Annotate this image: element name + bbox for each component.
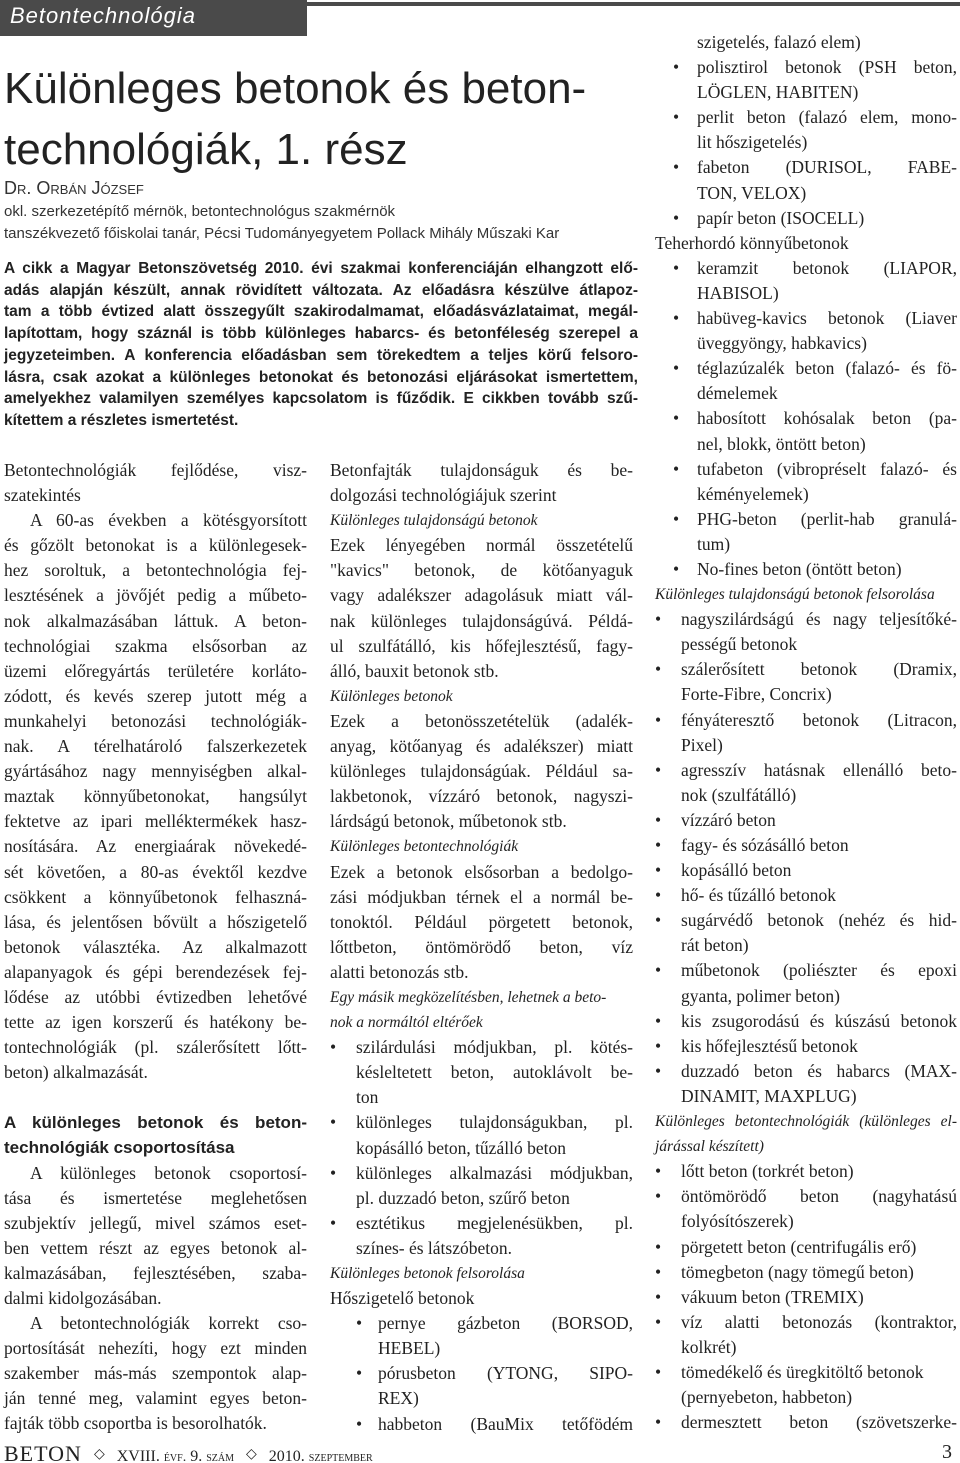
bullet-item: • fagy- és sózásálló beton bbox=[655, 833, 957, 858]
lead-line: A cikk a Magyar Betonszövetség 2010. évi szakmai konferenciáján elhangzott elő- bbox=[4, 260, 638, 277]
column-2 bbox=[330, 458, 633, 1437]
body-line: üzemi előregyártás területére korláto- bbox=[4, 660, 307, 681]
bullet-item-cont: kolkrét) bbox=[681, 1336, 737, 1357]
body-line: szakember más-más szempontok alap- bbox=[4, 1363, 307, 1384]
body-line: zódott, és kevés szerep jutott még a bbox=[4, 685, 307, 706]
author-affiliation: tanszékvezető főiskolai tanár, Pécsi Tudományegyetem Pollack Mihály Műszaki Kar bbox=[4, 225, 560, 242]
bullet-item-cont: HABISOL) bbox=[697, 282, 779, 303]
body-line: betonok választéka. Az alkalmazott bbox=[4, 936, 307, 957]
issue-year: 2010. bbox=[268, 1448, 305, 1463]
body-line: A különleges betonok csoportosí- bbox=[30, 1162, 307, 1183]
body-line: szubjektív jellegű, mivel számos eset- bbox=[4, 1212, 307, 1233]
subheading: Különleges tulajdonságú betonok bbox=[330, 512, 538, 530]
bullet-item: • esztétikus megjelenésükben, pl. bbox=[330, 1211, 633, 1236]
bullet-item-cont: LÖGLEN, HABITEN) bbox=[697, 82, 859, 103]
bullet-item-cont: REX) bbox=[378, 1388, 419, 1409]
lead-line: lásra, csak azokat a különleges betonokat és betonozási eljárásokat ismertettem, bbox=[4, 368, 638, 386]
diamond-separator-icon: ◇ bbox=[246, 1447, 257, 1462]
bullet-item: • duzzadó beton és habarcs (MAX- bbox=[655, 1059, 957, 1084]
bullet-item-cont: nok (szulfátálló) bbox=[681, 784, 797, 805]
column-3 bbox=[655, 30, 957, 1435]
bullet-item-cont: kopásálló beton, tűzálló beton bbox=[356, 1137, 566, 1158]
body-line: portosítását nehezíti, hogy ezt minden bbox=[4, 1338, 307, 1359]
bullet-item: • agresszív hatásnak ellenálló beto- bbox=[655, 758, 957, 783]
body-line: nok alkalmazásában láttuk. A beton- bbox=[4, 610, 307, 631]
bullet-item-cont: pességű betonok bbox=[681, 634, 798, 655]
body-line: Ezek a betonok elsősorban a bedolgo- bbox=[330, 861, 633, 882]
diamond-separator-icon: ◇ bbox=[93, 1447, 105, 1462]
body-line: lakbetonok, vízzáró betonok, nagyszi- bbox=[330, 786, 633, 807]
body-line: fajták több csoportba is besorolhatók. bbox=[4, 1413, 267, 1434]
subheading: járással készített) bbox=[655, 1138, 764, 1156]
subheading: nok a normáltól eltérőek bbox=[330, 1014, 483, 1032]
bullet-item: • fényáteresztő betonok (Litracon, bbox=[655, 708, 957, 733]
subheading: Különleges betonok bbox=[330, 687, 453, 705]
bullet-item: • habüveg-kavics betonok (Liaver bbox=[655, 306, 957, 331]
body-line: alapanyagok és gépi berendezések fej- bbox=[4, 961, 307, 982]
author-name: Dr. Orbán József bbox=[4, 178, 144, 198]
bullet-item: • keramzit betonok (LIAPOR, bbox=[655, 256, 957, 281]
bullet-item: • pernye gázbeton (BORSOD, bbox=[330, 1311, 633, 1336]
body-line: Ezek lényegében normál összetételű bbox=[330, 535, 633, 556]
journal-name: BETON bbox=[4, 1441, 82, 1463]
bullet-item: • szilárdulási módjukban, pl. kötés- bbox=[330, 1035, 633, 1060]
bullet-item-cont: DINAMIT, MAXPLUG) bbox=[681, 1085, 857, 1106]
body-line: csökkent a könnyűbetonok felhaszná- bbox=[4, 886, 307, 907]
body-line: munkahelyi betonozási technológiák- bbox=[4, 710, 307, 731]
body-line: ján tenné meg, valamint egyes beton- bbox=[4, 1388, 307, 1409]
bullet-item: • tömedékelő és üregkitöltő betonok bbox=[655, 1360, 957, 1385]
bullet-item-cont: rát beton) bbox=[681, 935, 749, 956]
bullet-item: • pórusbeton (YTONG, SIPO- bbox=[330, 1361, 633, 1386]
author-affiliation: okl. szerkezetépítő mérnök, betontechnológus szakmérnök bbox=[4, 203, 396, 220]
body-line: A betontechnológiák korrekt cso- bbox=[30, 1313, 307, 1334]
body-line: tontechnológiák (pl. szálerősített lőtt- bbox=[4, 1037, 307, 1058]
body-line: lesztésének a jövőjét pedig a műbeto- bbox=[4, 585, 307, 606]
issue-number: 9. bbox=[190, 1448, 203, 1463]
bullet-item: • öntömörödő beton (nagyhatású bbox=[655, 1184, 957, 1209]
volume-label: évf. bbox=[163, 1450, 187, 1463]
bullet-item-cont: HEBEL) bbox=[378, 1338, 441, 1359]
article-title bbox=[4, 58, 644, 180]
header-rule bbox=[307, 2, 960, 6]
bullet-item: • víz alatti betonozás (kontraktor, bbox=[655, 1310, 957, 1335]
body-line: különleges tulajdonságúak. Például sa- bbox=[330, 761, 633, 782]
body-line: és gőzölt betonokat is a különlegesek- bbox=[4, 535, 307, 556]
body-line: hez soroltuk, a betontechnológia fej- bbox=[4, 560, 307, 581]
bullet-item: • dermesztett beton (szövetszerke- bbox=[655, 1410, 957, 1435]
bullet-item-cont: démelemek bbox=[697, 383, 778, 404]
bullet-item: • lőtt beton (torkrét beton) bbox=[655, 1159, 957, 1184]
issue-month: szeptember bbox=[308, 1450, 373, 1463]
bullet-item-cont: Pixel) bbox=[681, 734, 723, 755]
lead-line: tam a több évtized alatt összegyűlt szakirodalmamat, előadásvázlataimat, megál- bbox=[4, 303, 638, 321]
bullet-item-cont: szigetelés, falazó elem) bbox=[697, 32, 861, 52]
section-label: Betontechnológia bbox=[10, 3, 197, 28]
body-line: nak különleges tulajdonságúvá. Példá- bbox=[330, 610, 633, 631]
bullet-item-cont: (pernyebeton, habbeton) bbox=[681, 1387, 853, 1408]
body-line: zási módjukban térnek el a normál be- bbox=[330, 886, 633, 907]
bullet-item: • sugárvédő betonok (nehéz és hid- bbox=[655, 908, 957, 933]
bullet-item-cont: lit hőszigetelés) bbox=[697, 132, 808, 153]
section-heading: Betontechnológiák fejlődése, visz- bbox=[4, 460, 307, 480]
spacer bbox=[4, 1085, 307, 1110]
body-line: Teherhordó könnyűbetonok bbox=[655, 232, 849, 253]
section-heading: technológiák csoportosítása bbox=[4, 1138, 235, 1158]
page-number: 3 bbox=[942, 1441, 952, 1463]
bullet-item: • kis hőfejlesztésű betonok bbox=[655, 1034, 957, 1059]
subheading: Egy másik megközelítésben, lehetnek a beto- bbox=[330, 988, 607, 1006]
bullet-item: • polisztirol betonok (PSH beton, bbox=[655, 55, 957, 80]
bullet-item: • No-fines beton (öntött beton) bbox=[655, 557, 957, 582]
bullet-item-cont: kéményelemek) bbox=[697, 483, 809, 504]
subheading: Különleges tulajdonságú betonok felsorolása bbox=[655, 586, 935, 604]
body-line: A 60-as években a kötésgyorsított bbox=[30, 510, 307, 531]
lead-line: jegyzeteimben. A konferencia előadásban sem törekedtem a teljes körű felsoro- bbox=[4, 346, 638, 364]
bullet-item: • különleges tulajdonságukban, pl. bbox=[330, 1110, 633, 1135]
body-line: ben vettem részt az egyes betonok al- bbox=[4, 1237, 307, 1258]
body-line: maztak könnyűbetonokat, hangsúlyt bbox=[4, 786, 307, 807]
bullet-item: • habosított kohósalak beton (pa- bbox=[655, 406, 957, 431]
bullet-item-cont: Forte-Fibre, Concrix) bbox=[681, 684, 832, 705]
lead-line: lapítottam, hogy száznál is több különleges habarcs- és betonféleség szerepel a bbox=[4, 325, 638, 343]
body-line: kalmazásában, fejlesztésében, szaba- bbox=[4, 1262, 307, 1283]
column-1 bbox=[4, 458, 307, 1437]
body-line: vagy adalékszer adagolásuk miatt vál- bbox=[330, 585, 633, 606]
body-line: "kavics" betonok, de kötőanyaguk bbox=[330, 560, 633, 581]
body-line: tása és ismertetése meglehetősen bbox=[4, 1187, 307, 1208]
body-line: tonoktól. Például pörgetett betonok, bbox=[330, 911, 633, 932]
page-footer bbox=[4, 1441, 956, 1461]
bullet-item: • pörgetett beton (centrifugális erő) bbox=[655, 1235, 957, 1260]
body-line: sét követően, a 80-as évektől kezdve bbox=[4, 861, 307, 882]
body-line: alatti betonozás stb. bbox=[330, 961, 469, 982]
bullet-item-cont: folyósítószerek) bbox=[681, 1211, 794, 1232]
bullet-item-cont: gyanta, polimer beton) bbox=[681, 985, 840, 1006]
body-line: lása, és jelentősen bővült a hőszigetelő bbox=[4, 911, 307, 932]
body-line: anyag, kötőanyag és adalékszer) miatt bbox=[330, 736, 633, 757]
article-lead bbox=[4, 258, 638, 432]
section-heading: A különleges betonok és beton- bbox=[4, 1113, 307, 1133]
bullet-item: • PHG-beton (perlit-hab granulá- bbox=[655, 507, 957, 532]
bullet-item: • téglazúzalék beton (falazó- és fö- bbox=[655, 356, 957, 381]
bullet-item: • műbetonok (poliészter és epoxi bbox=[655, 958, 957, 983]
bullet-item: • tömegbeton (nagy tömegű beton) bbox=[655, 1260, 957, 1285]
section-header-bar bbox=[0, 0, 307, 36]
bullet-item: • perlit beton (falazó elem, mono- bbox=[655, 105, 957, 130]
bullet-item-cont: tum) bbox=[697, 533, 731, 554]
bullet-item-cont: színes- és látszóbeton. bbox=[356, 1237, 512, 1258]
body-line: dalmi kidolgozásában. bbox=[4, 1288, 162, 1308]
body-line: technológiai szakma elsősorban az bbox=[4, 635, 307, 656]
body-line: ul szulfátálló, kis hőfejlesztésű, fagy- bbox=[330, 635, 633, 656]
body-line: gyártásához nagy mennyiségben alkal- bbox=[4, 761, 307, 782]
bullet-item: • habbeton (BauMix tetőfödém bbox=[330, 1412, 633, 1437]
subheading: Különleges betontechnológiák (különleges el- bbox=[655, 1113, 957, 1131]
bullet-item: • vákuum beton (TREMIX) bbox=[655, 1285, 957, 1310]
bullet-item: • kopásálló beton bbox=[655, 858, 957, 883]
lead-line: amelyekhez valamilyen személyes kapcsolatom is fűződik. E cikkben tovább szű- bbox=[4, 390, 638, 408]
issue-label: szám bbox=[206, 1450, 235, 1463]
body-line: álló, bauxit betonok stb. bbox=[330, 660, 499, 681]
subheading: Különleges betontechnológiák bbox=[330, 838, 519, 856]
section-heading: szatekintés bbox=[4, 485, 81, 506]
body-line: Hőszigetelő betonok bbox=[330, 1288, 475, 1309]
bullet-item: • különleges alkalmazási módjukban, bbox=[330, 1161, 633, 1186]
bullet-item-cont: TON, VELOX) bbox=[697, 182, 807, 203]
body-line: tette az igen korszerű és hatékony be- bbox=[4, 1012, 307, 1033]
bullet-item: • szálerősített betonok (Dramix, bbox=[655, 657, 957, 682]
lead-line: adás alapján készült, annak rövidített változata. Az előadásra készülve átlapoz- bbox=[4, 281, 638, 299]
bullet-item: • kis zsugorodású és kúszású betonok bbox=[655, 1009, 957, 1034]
bullet-item: • vízzáró beton bbox=[655, 808, 957, 833]
bullet-item: • papír beton (ISOCELL) bbox=[655, 206, 957, 231]
bullet-item-cont: ton bbox=[356, 1087, 379, 1108]
body-line: lárdságú betonok, műbetonok stb. bbox=[330, 811, 567, 832]
bullet-item: • hő- és tűzálló betonok bbox=[655, 883, 957, 908]
body-line: nak. A térelhatároló falszerkezetek bbox=[4, 736, 307, 757]
bullet-item-cont: üveggyöngy, habkavics) bbox=[697, 333, 867, 354]
bullet-item: • fabeton (DURISOL, FABE- bbox=[655, 155, 957, 180]
bullet-item-cont: pl. duzzadó beton, szűrő beton bbox=[356, 1187, 570, 1208]
body-line: fektetve az ipari melléktermékek hasz- bbox=[4, 811, 307, 832]
bullet-item: • nagyszilárdságú és nagy teljesítőké- bbox=[655, 607, 957, 632]
body-line: lődése az utóbbi évtizedben lehetővé bbox=[4, 986, 307, 1007]
bullet-item-cont: késleltetett beton, autoklávolt be- bbox=[356, 1062, 633, 1083]
body-line: lőttbeton, öntömörödő beton, víz bbox=[330, 936, 633, 957]
title-line: Különleges betonok és beton- bbox=[4, 64, 587, 113]
lead-line: kítettem a részletes ismertetést. bbox=[4, 411, 239, 429]
body-line: beton) alkalmazását. bbox=[4, 1062, 148, 1083]
body-line: Ezek a betonösszetételük (adalék- bbox=[330, 710, 633, 731]
section-heading: dolgozási technológiájuk szerint bbox=[330, 485, 557, 506]
subheading: Különleges betonok felsorolása bbox=[330, 1265, 525, 1282]
body-line: nosítására. Az energiaárak növekedé- bbox=[4, 836, 307, 857]
bullet-item: • tufabeton (vibropréselt falazó- és bbox=[655, 457, 957, 482]
title-line: technológiák, 1. rész bbox=[4, 125, 408, 174]
volume-number: XVIII. bbox=[116, 1448, 160, 1463]
section-heading: Betonfajták tulajdonságuk és be- bbox=[330, 460, 633, 480]
bullet-item-cont: nel, blokk, öntött beton) bbox=[697, 433, 866, 454]
